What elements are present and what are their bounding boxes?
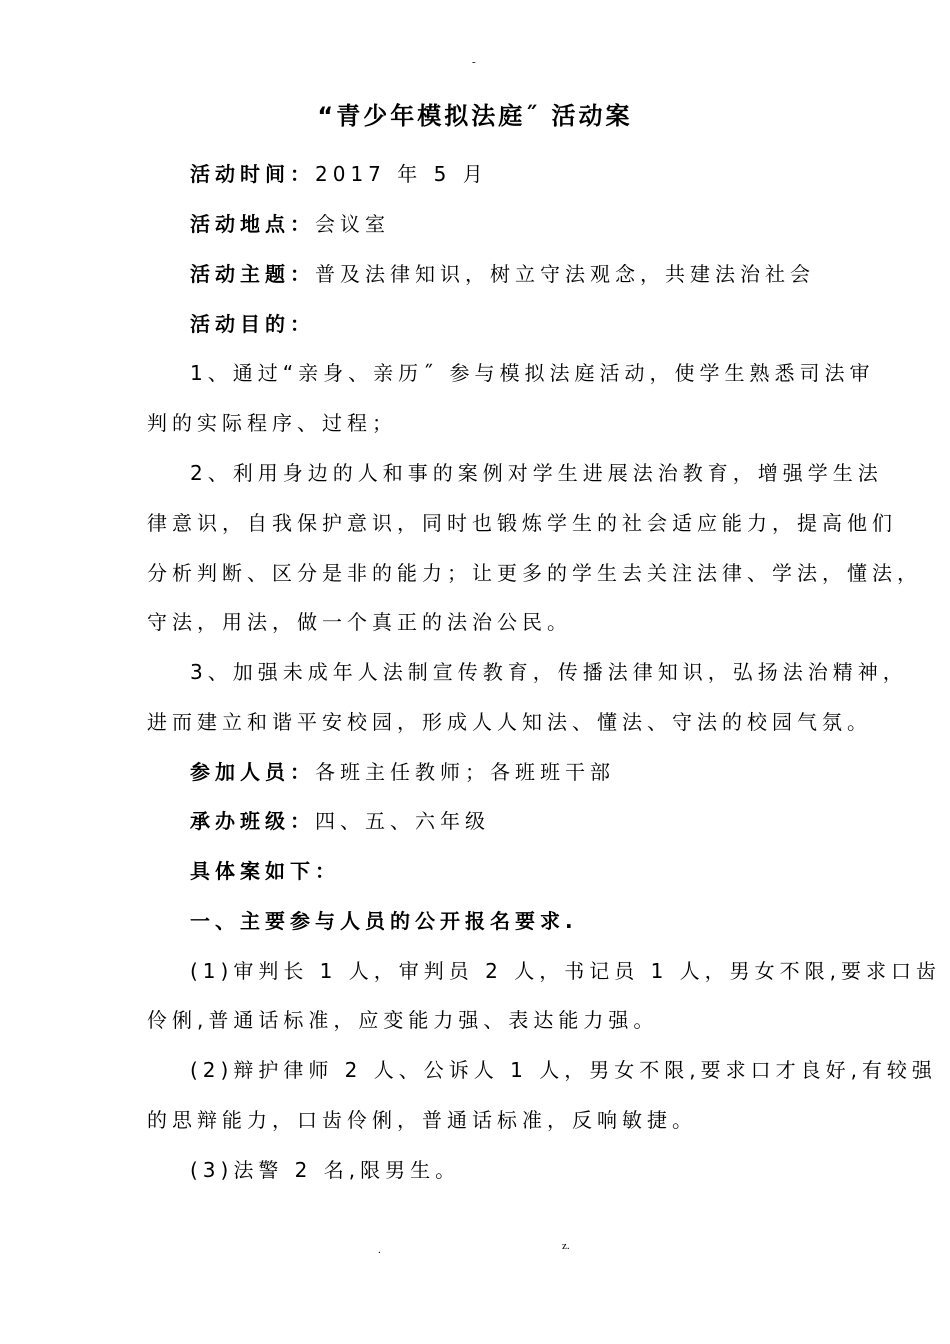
purpose-1-line-1: 1、通过“亲身、亲历˝ 参与模拟法庭活动，使学生熟悉司法审: [190, 361, 875, 385]
plan-label: 具体案如下：: [190, 859, 340, 883]
participants-value: 各班主任教师；各班班干部: [315, 760, 615, 784]
activity-time-value: 2017 年 5 月: [315, 162, 488, 186]
activity-time: [190, 158, 488, 187]
footer-right-mark: z.: [562, 1240, 570, 1252]
footer-left-mark: .: [378, 1244, 381, 1256]
requirement-1-line-2: 伶俐,普通话标准，应变能力强、表达能力强。: [147, 1008, 659, 1032]
organizer-value: 四、五、六年级: [315, 809, 490, 833]
purpose-2-line-2: 律意识，自我保护意识，同时也锻炼学生的社会适应能力，提高他们: [147, 511, 897, 535]
activity-place-label: 活动地点：: [190, 212, 315, 236]
header-mark: -: [472, 56, 476, 68]
purpose-3-line-1: 3、加强未成年人法制宣传教育，传播法律知识，弘扬法治精神，: [190, 660, 908, 684]
activity-theme-value: 普及法律知识，树立守法观念，共建法治社会: [315, 262, 815, 286]
purpose-3-line-2: 进而建立和谐平安校园，形成人人知法、懂法、守法的校园气氛。: [147, 710, 872, 734]
section-1-title: 一、主要参与人员的公开报名要求.: [190, 909, 578, 933]
requirement-3-line-1: (3)法警 2 名,限男生。: [190, 1158, 461, 1182]
purpose-2-line-3: 分析判断、区分是非的能力；让更多的学生去关注法律、学法，懂法，: [147, 561, 922, 585]
purpose-2-line-1: 2、利用身边的人和事的案例对学生进展法治教育，增强学生法: [190, 461, 883, 485]
document-title: “青少年模拟法庭˝ 活动案: [317, 102, 633, 130]
activity-theme: [190, 258, 815, 287]
activity-place-value: 会议室: [315, 212, 390, 236]
participants-label: 参加人员：: [190, 760, 315, 784]
organizer-label: 承办班级：: [190, 809, 315, 833]
organizer: [190, 805, 490, 834]
activity-purpose-label: 活动目的：: [190, 312, 315, 336]
activity-place: [190, 208, 390, 237]
participants: [190, 756, 615, 785]
requirement-2-line-1: (2)辩护律师 2 人、公诉人 1 人，男女不限,要求口才良好,有较强: [190, 1058, 937, 1082]
requirement-1-line-1: (1)审判长 1 人，审判员 2 人，书记员 1 人，男女不限,要求口齿: [190, 959, 942, 983]
purpose-2-line-4: 守法，用法，做一个真正的法治公民。: [147, 610, 572, 634]
purpose-1-line-2: 判的实际程序、过程；: [147, 411, 397, 435]
requirement-2-line-2: 的思辩能力，口齿伶俐，普通话标准，反响敏捷。: [147, 1108, 697, 1132]
activity-time-label: 活动时间：: [190, 162, 315, 186]
activity-theme-label: 活动主题：: [190, 262, 315, 286]
